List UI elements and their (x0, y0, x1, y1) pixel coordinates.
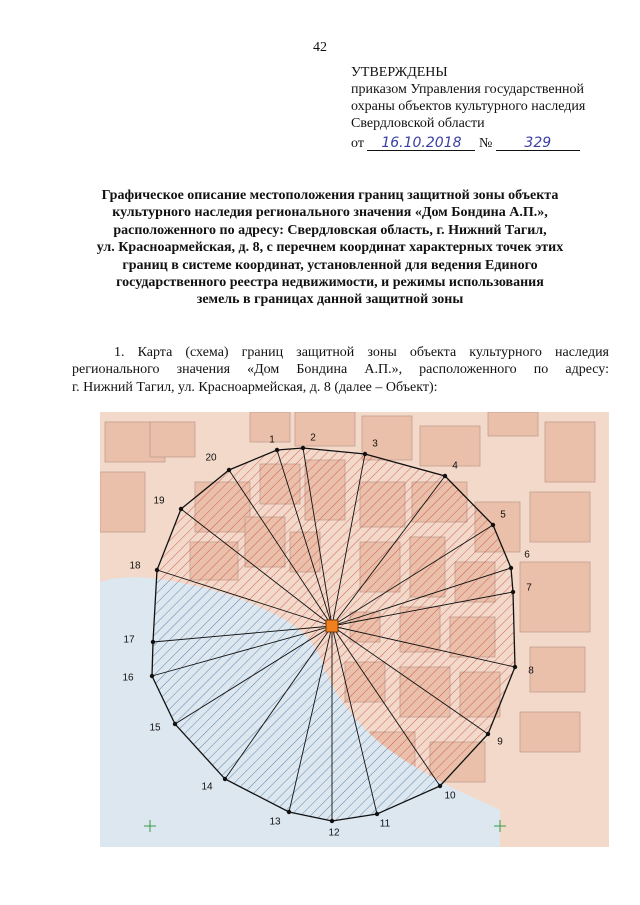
city-block (530, 647, 585, 692)
point-label: 4 (452, 460, 458, 472)
city-block (420, 426, 480, 466)
city-block (488, 412, 538, 436)
city-block (545, 422, 595, 482)
city-block (362, 416, 412, 460)
boundary-point (438, 784, 442, 788)
boundary-point (275, 448, 279, 452)
document-title (70, 187, 590, 309)
number-field (496, 135, 580, 151)
city-block (520, 562, 590, 632)
point-label: 20 (205, 452, 217, 464)
title-line: границ в системе координат, установленной для ведения Единого (122, 257, 538, 273)
paragraph-line: регионального значения «Дом Бондина А.П.», расположенного по адресу: (72, 362, 609, 378)
paragraph-line: 1. Карта (схема) границ защитной зоны объекта культурного наследия (114, 345, 609, 360)
title-line: ул. Красноармейская, д. 8, с перечнем координат характерных точек этих (96, 240, 564, 256)
title-line: Графическое описание местоположения границ защитной зоны объекта (101, 188, 559, 203)
boundary-point (363, 452, 367, 456)
point-label: 19 (153, 495, 165, 507)
boundary-point (179, 507, 183, 511)
boundary-point (443, 474, 447, 478)
approval-block (351, 64, 585, 132)
title-line: расположенного по адресу: Свердловская область, г. Нижний Тагил, (113, 222, 547, 238)
boundary-point (375, 812, 379, 816)
paragraph-line: г. Нижний Тагил, ул. Красноармейская, д. 8 (далее – Объект): (72, 379, 438, 395)
page-number: 42 (313, 40, 327, 55)
point-label: 16 (122, 672, 134, 684)
approval-heading: УТВЕРЖДЕНЫ (351, 65, 448, 80)
point-label: 18 (129, 560, 141, 572)
heritage-object (326, 620, 338, 632)
boundary-point (301, 446, 305, 450)
intro-paragraph (72, 344, 609, 396)
point-label: 12 (328, 827, 340, 839)
boundary-point (491, 523, 495, 527)
date-field (367, 135, 475, 151)
point-label: 3 (372, 438, 378, 450)
city-block (295, 412, 355, 446)
city-block (100, 472, 145, 532)
boundary-point (513, 665, 517, 669)
point-label: 9 (497, 736, 503, 748)
boundary-point (227, 468, 231, 472)
point-label: 13 (269, 816, 281, 828)
handwritten-number: 329 (524, 135, 552, 151)
boundary-point (150, 674, 154, 678)
title-line: земель в границах данной защитной зоны (196, 292, 464, 308)
boundary-point (509, 566, 513, 570)
approval-date-line (351, 135, 580, 152)
approval-line: приказом Управления государственной (351, 82, 585, 97)
boundary-point (330, 819, 334, 823)
boundary-point (287, 810, 291, 814)
point-label: 1 (269, 434, 275, 446)
point-label: 11 (379, 818, 391, 830)
approval-line: охраны объектов культурного наследия (351, 99, 586, 114)
boundary-point (173, 722, 177, 726)
approval-line: Свердловской области (351, 116, 485, 131)
point-label: 8 (528, 665, 534, 677)
point-label: 17 (123, 634, 135, 646)
handwritten-date: 16.10.2018 (381, 135, 462, 151)
point-label: 6 (524, 549, 530, 561)
title-line: культурного наследия регионального значения «Дом Бондина А.П.», (112, 205, 548, 221)
title-line: государственного реестра недвижимости, и режимы использования (116, 275, 544, 291)
point-label: 15 (149, 722, 161, 734)
point-label: 2 (310, 432, 316, 444)
boundary-point (151, 640, 155, 644)
point-label: 5 (500, 509, 506, 521)
city-block (530, 492, 590, 542)
boundary-point (511, 590, 515, 594)
number-label: № (478, 136, 493, 151)
city-block (150, 422, 195, 457)
zone-map (100, 412, 609, 847)
boundary-point (223, 777, 227, 781)
point-label: 7 (526, 582, 532, 594)
boundary-point (155, 568, 159, 572)
point-label: 10 (444, 790, 456, 802)
date-label: от (351, 136, 364, 151)
boundary-point (486, 732, 490, 736)
point-label: 14 (201, 781, 213, 793)
city-block (520, 712, 580, 752)
